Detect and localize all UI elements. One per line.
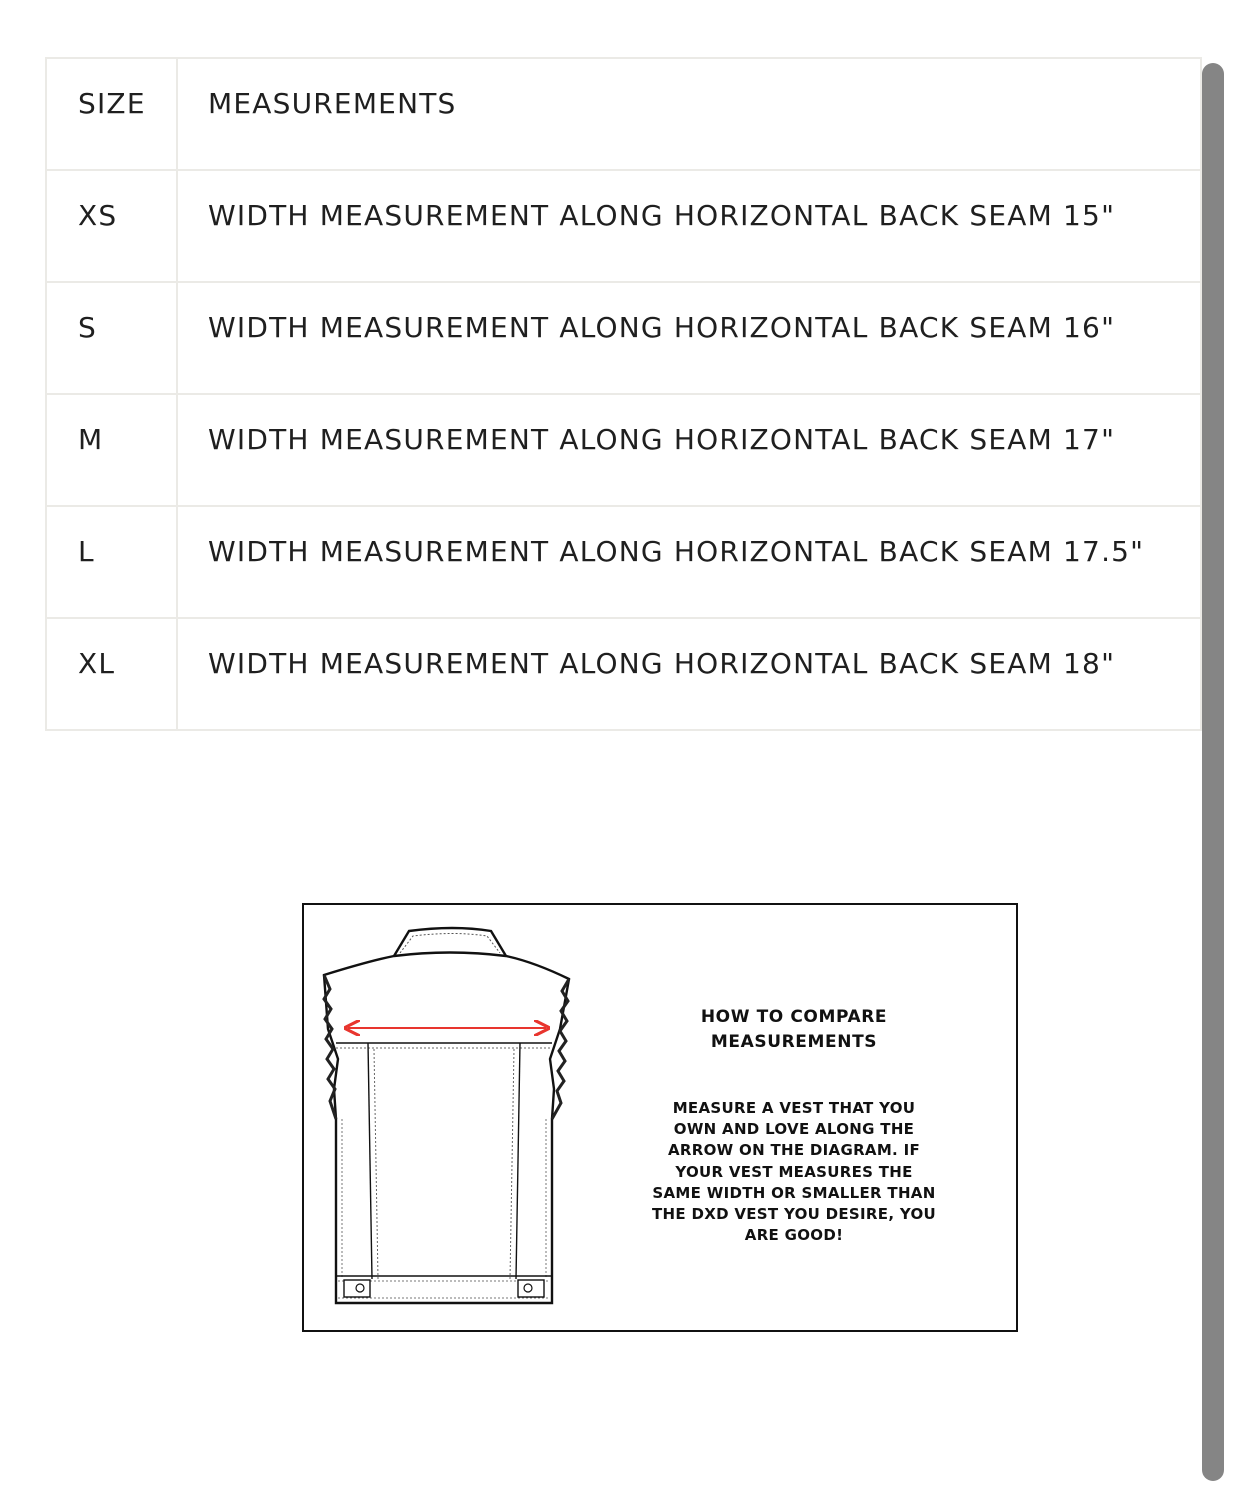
table-row — [46, 394, 1201, 506]
size-chart-table — [45, 57, 1202, 731]
diagram-heading: HOW TO COMPARE MEASUREMENTS — [700, 1007, 888, 1052]
measurement-cell: WIDTH MEASUREMENT ALONG HORIZONTAL BACK SEAM 15" — [177, 170, 1201, 282]
measurement-guide-card — [302, 903, 1018, 1332]
scrollbar-thumb[interactable] — [1202, 63, 1224, 1481]
size-cell: M — [46, 394, 177, 506]
table-header-row — [46, 58, 1201, 170]
measurement-cell: WIDTH MEASUREMENT ALONG HORIZONTAL BACK SEAM 17.5" — [177, 506, 1201, 618]
denim-vest-back-icon — [314, 919, 574, 1309]
vertical-scrollbar[interactable] — [1202, 60, 1224, 1484]
measurement-cell: WIDTH MEASUREMENT ALONG HORIZONTAL BACK SEAM 16" — [177, 282, 1201, 394]
table-row — [46, 618, 1201, 730]
header-size: SIZE — [46, 58, 177, 170]
table-row — [46, 282, 1201, 394]
table-row — [46, 506, 1201, 618]
measurement-cell: WIDTH MEASUREMENT ALONG HORIZONTAL BACK SEAM 17" — [177, 394, 1201, 506]
diagram-instructions: MEASURE A VEST THAT YOU OWN AND LOVE ALONG THE ARROW ON THE DIAGRAM. IF YOUR VEST MEASURES THE SAME WIDTH OR SMALLER THAN THE DXD VEST YOU DESIRE, YOU ARE GOOD! — [652, 1099, 936, 1245]
measurement-cell: WIDTH MEASUREMENT ALONG HORIZONTAL BACK SEAM 18" — [177, 618, 1201, 730]
size-cell: XL — [46, 618, 177, 730]
table-row — [46, 170, 1201, 282]
size-cell: S — [46, 282, 177, 394]
header-measurements: MEASUREMENTS — [177, 58, 1201, 170]
size-cell: XS — [46, 170, 177, 282]
size-cell: L — [46, 506, 177, 618]
